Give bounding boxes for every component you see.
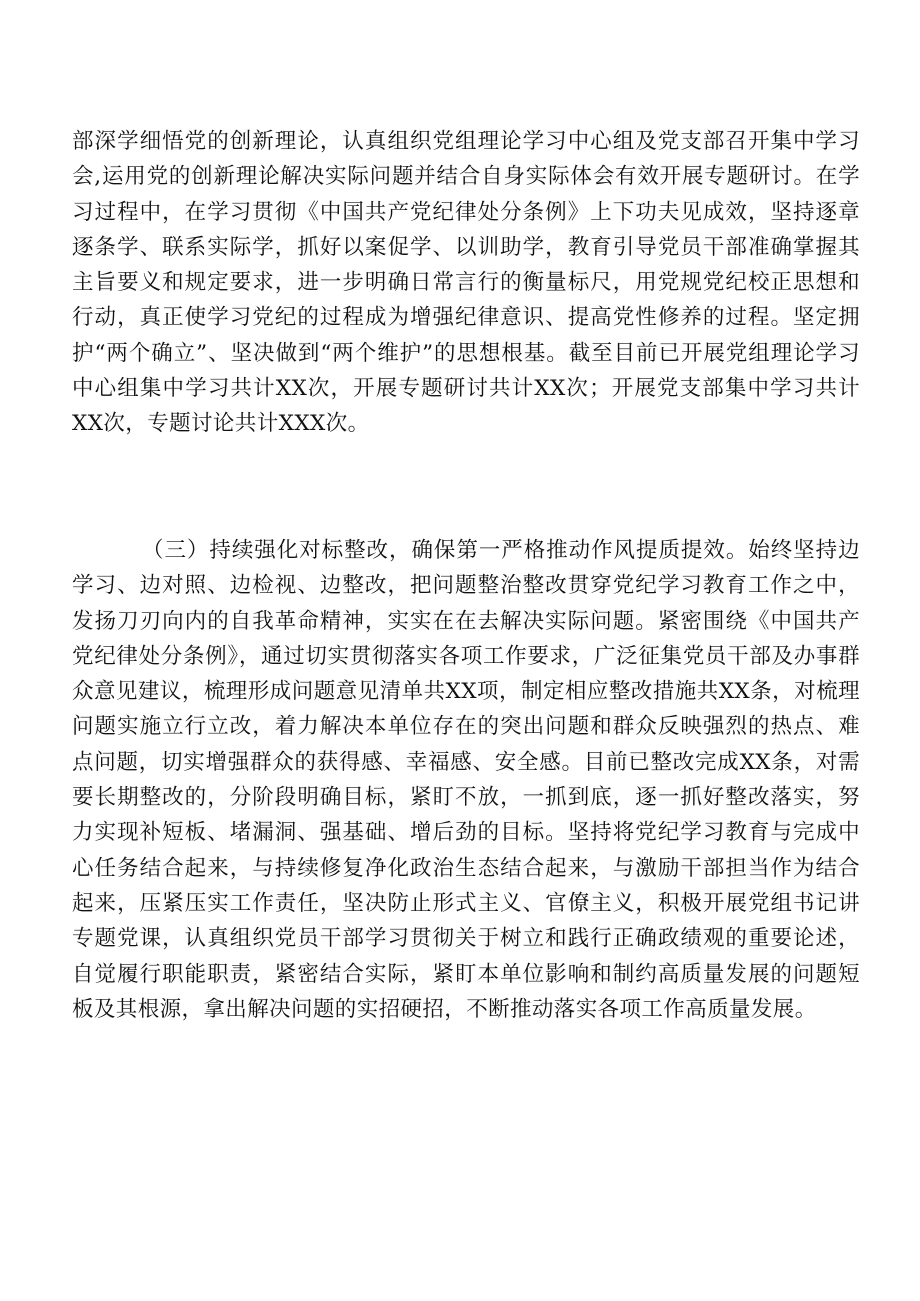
body-paragraph-continued: 部深学细悟党的创新理论，认真组织党组理论学习中心组及党支部召开集中学习会,运用党的创新理论解决实际问题并结合自身实际体会有效开展专题研讨。在学习过程中，在学习贯彻《中国共产党纪律处分条例》上下功夫见成效，坚持逐章逐条学、联系实际学，抓好以案促学、以训助学，教育引导党员干部准确掌握其主旨要义和规定要求，进一步明确日常言行的衡量标尺，用党规党纪校正思想和行动，真正使学习党纪的过程成为增强纪律意识、提高党性修养的过程。坚定拥护“两个确立”、坚决做到“两个维护”的思想根基。截至目前已开展党组理论学习中心组集中学习共计XX次，开展专题研讨共计XX次；开展党支部集中学习共计XX次，专题讨论共计XXX次。 [72,129,860,437]
body-paragraph-section-three: （三）持续强化对标整改，确保第一严格推动作风提质提效。始终坚持边学习、边对照、边检视、边整改，把问题整治整改贯穿党纪学习教育工作之中，发扬刀刃向内的自我革命精神，实实在在去解决实际问题。紧密围绕《中国共产党纪律处分条例》，通过切实贯彻落实各项工作要求，广泛征集党员干部及办事群众意见建议，梳理形成问题意见清单共XX项，制定相应整改措施共XX条，对梳理问题实施立行立改，着力解决本单位存在的突出问题和群众反映强烈的热点、难点问题，切实增强群众的获得感、幸福感、安全感。目前已整改完成XX条，对需要长期整改的，分阶段明确目标，紧盯不放，一抓到底，逐一抓好整改落实，努力实现补短板、堵漏洞、强基础、增后劲的目标。坚持将党纪学习教育与完成中心任务结合起来，与持续修复净化政治生态结合起来，与激励干部担当作为结合起来，压紧压实工作责任，坚决防止形式主义、官僚主义，积极开展党组书记讲专题党课，认真组织党员干部学习贯彻关于树立和践行正确政绩观的重要论述，自觉履行职能职责，紧密结合实际，紧盯本单位影响和制约高质量发展的问题短板及其根源，拿出解决问题的实招硬招，不断推动落实各项工作高质量发展。 [72,538,860,1022]
